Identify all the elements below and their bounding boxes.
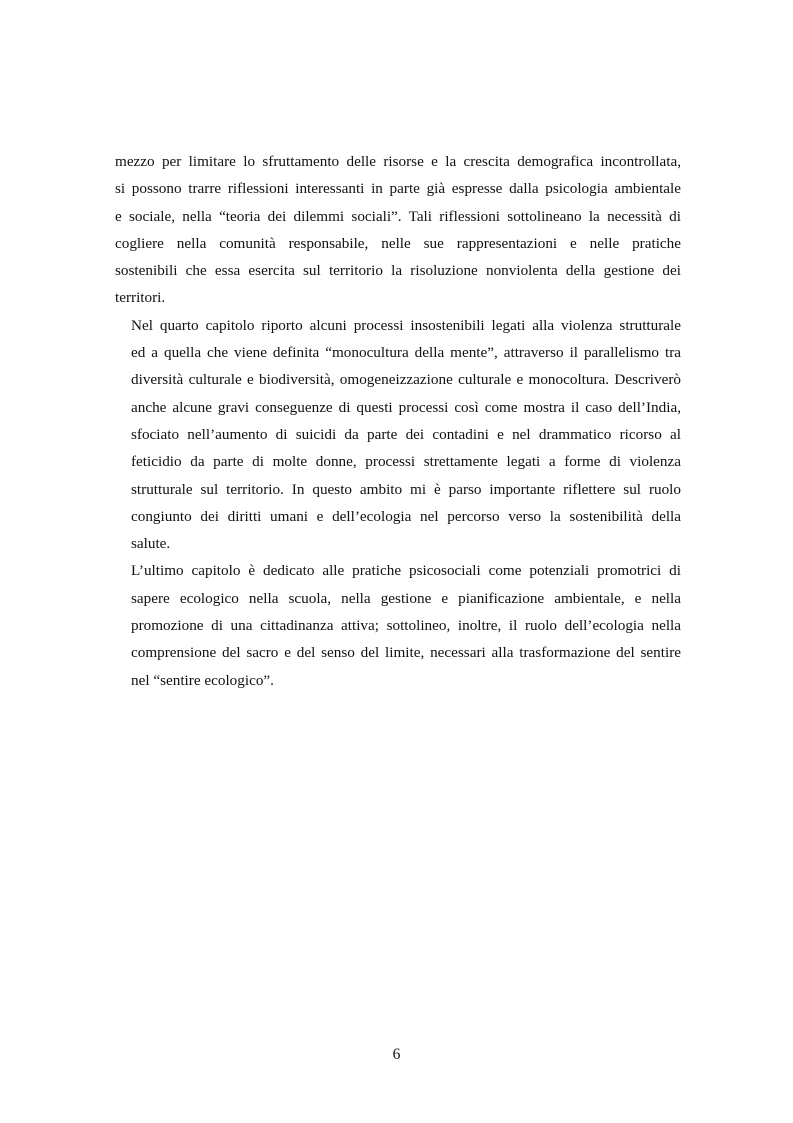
text-line: Nel quarto capitolo riporto alcuni processi insostenibili legati alla violenza strutturale [131,316,681,334]
text-line: sostenibili che essa esercita sul territorio la risoluzione nonviolenta della gestione dei [115,262,681,280]
page-number: 6 [392,1046,401,1063]
paragraph-2 [115,312,681,558]
text-line: nel “sentire ecologico”. [131,671,274,689]
text-line: si possono trarre riflessioni interessanti in parte già espresse dalla psicologia ambientale [115,180,681,198]
text-line: congiunto dei diritti umani e dell’ecologia nel percorso verso la sostenibilità della [131,507,681,525]
text-line: ed a quella che viene definita “monocultura della mente”, attraverso il parallelismo tra [131,344,681,362]
text-line: feticidio da parte di molte donne, processi strettamente legati a forme di violenza [131,453,681,471]
body-text [115,148,681,694]
text-line: strutturale sul territorio. In questo ambito mi è parso importante riflettere sul ruolo [131,480,681,498]
paragraph-3 [115,557,681,693]
text-line: promozione di una cittadinanza attiva; sottolineo, inoltre, il ruolo dell’ecologia nella [131,617,681,635]
text-line: salute. [131,535,171,553]
text-line: comprensione del sacro e del senso del limite, necessari alla trasformazione del sentire [131,644,681,662]
paragraph-1 [115,148,681,312]
text-line: sfociato nell’aumento di suicidi da parte dei contadini e nel drammatico ricorso al [131,425,681,443]
text-line: e sociale, nella “teoria dei dilemmi sociali”. Tali riflessioni sottolineano la necessità di [115,207,681,225]
text-line: sapere ecologico nella scuola, nella gestione e pianificazione ambientale, e nella [131,589,681,607]
text-line: anche alcune gravi conseguenze di questi processi così come mostra il caso dell’India, [131,398,681,416]
text-line: mezzo per limitare lo sfruttamento delle risorse e la crescita demografica incontrollata, [115,153,681,170]
text-line: L’ultimo capitolo è dedicato alle pratiche psicosociali come potenziali promotrici di [131,562,681,580]
text-line: cogliere nella comunità responsabile, nelle sue rappresentazioni e nelle pratiche [115,234,681,252]
text-line: diversità culturale e biodiversità, omogeneizzazione culturale e monocoltura. Descriverò [131,371,681,389]
text-line: territori. [115,289,166,307]
